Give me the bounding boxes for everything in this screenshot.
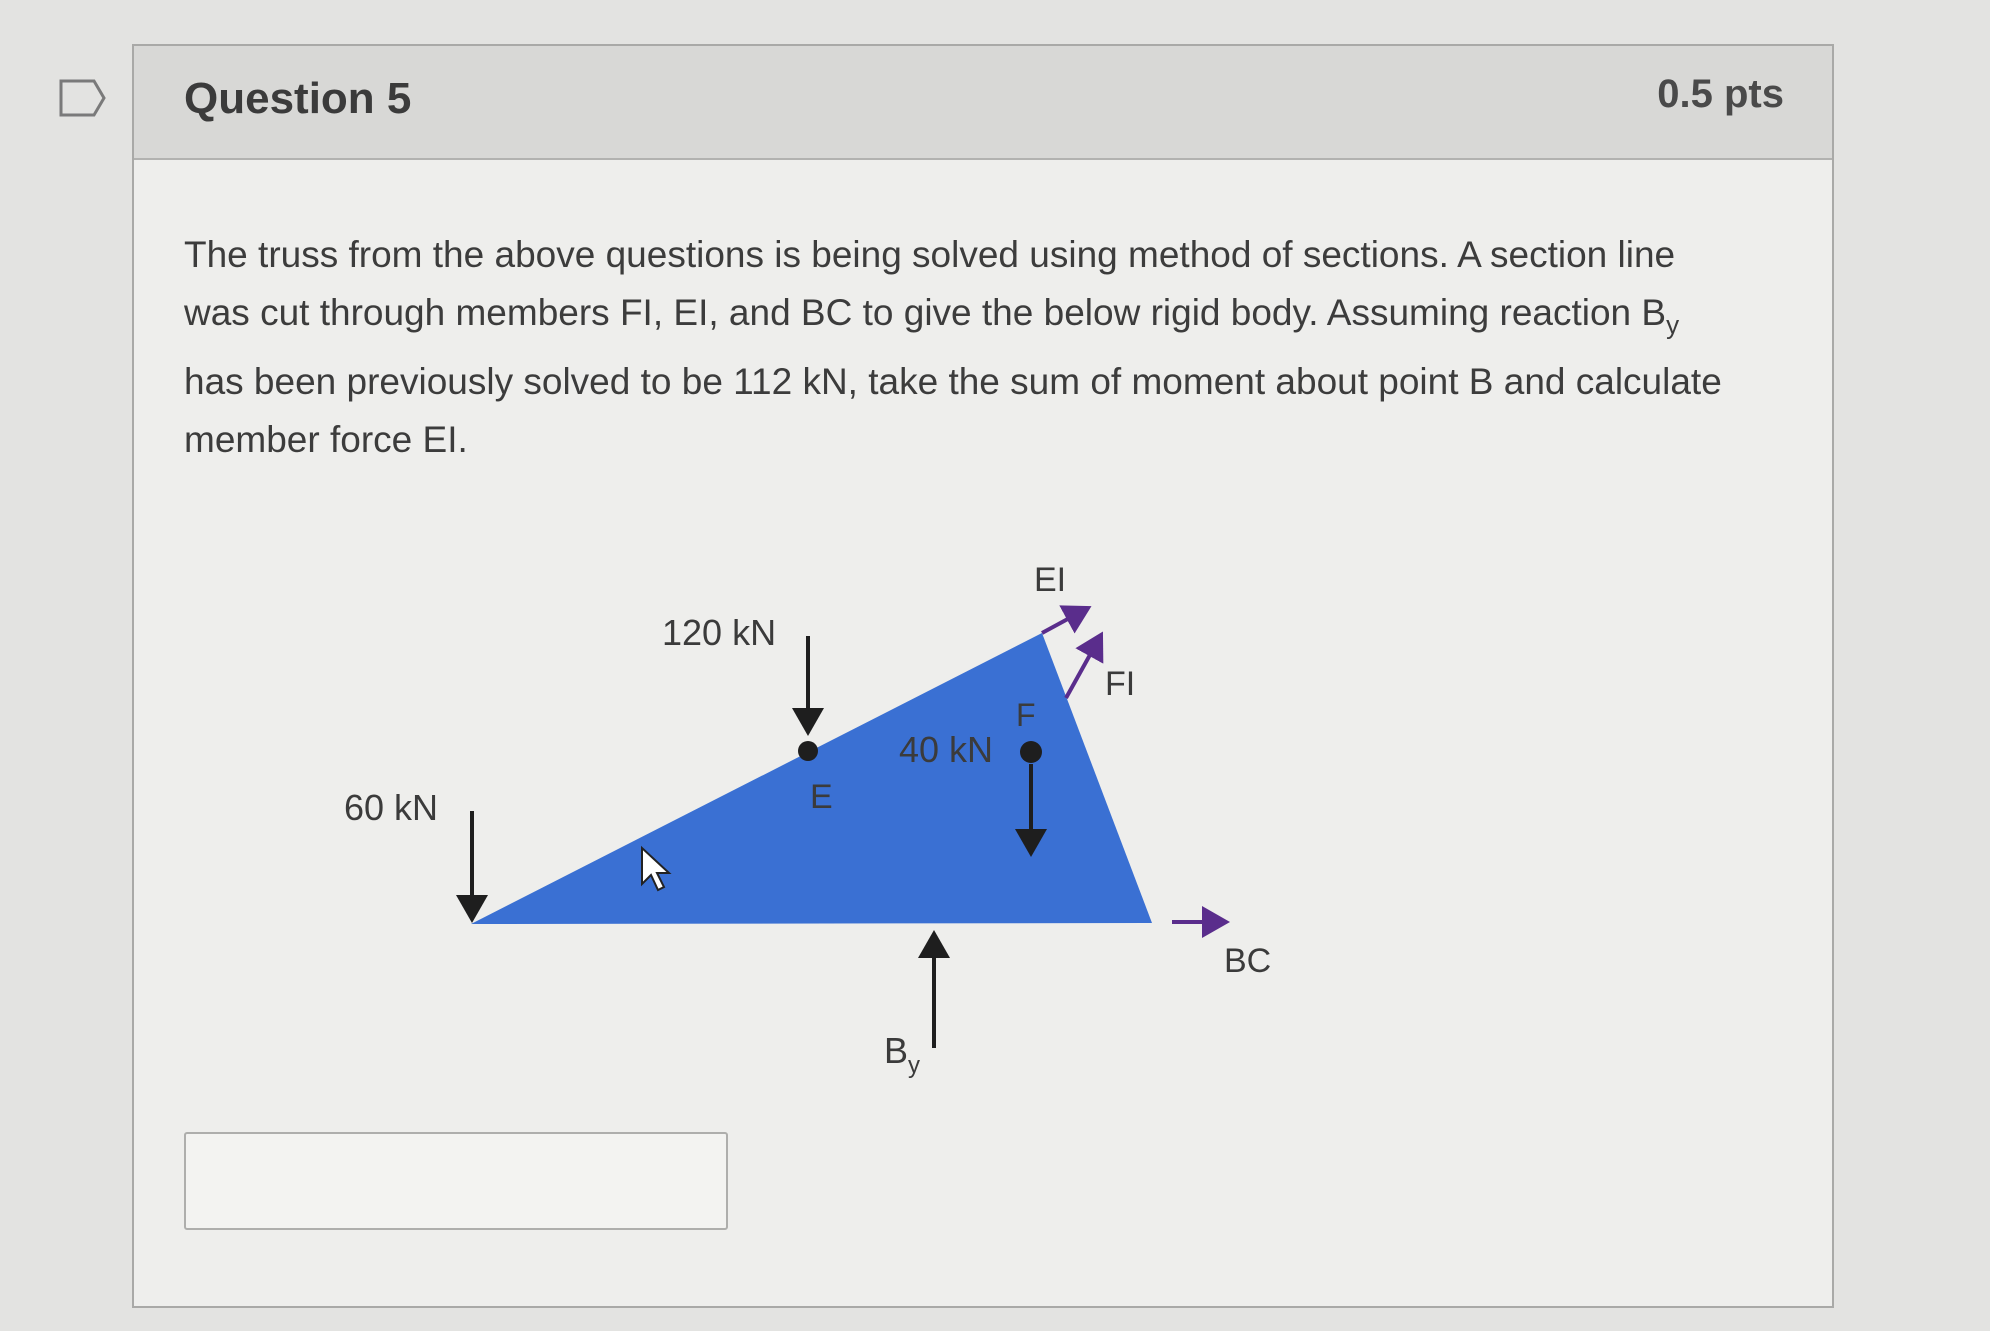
reaction-by-base: B — [884, 1030, 909, 1071]
question-text-part1: The truss from the above questions is being solved using method of sections. A section line was cut through members FI, EI, and BC to give the below rigid body. Assuming reaction B — [184, 234, 1676, 333]
bookmark-flag-icon[interactable] — [58, 78, 108, 118]
answer-input[interactable] — [184, 1132, 728, 1230]
reaction-by-subscript: y — [908, 1052, 921, 1079]
member-ei-arrow — [1042, 608, 1088, 633]
node-f-label: F — [1016, 697, 1036, 733]
reaction-by-label — [884, 1030, 920, 1079]
node-e-label: E — [810, 778, 833, 816]
question-text-subscript: y — [1666, 309, 1680, 340]
member-ei-label: EI — [1034, 561, 1067, 599]
question-text — [184, 226, 1744, 469]
free-body-diagram — [304, 546, 1304, 1106]
question-points: 0.5 pts — [1657, 72, 1784, 116]
load-40kn-label: 40 kN — [899, 729, 994, 770]
question-title: Question 5 — [184, 74, 412, 123]
question-header — [134, 46, 1832, 160]
question-card — [132, 44, 1834, 1308]
member-bc-label: BC — [1224, 942, 1272, 980]
member-fi-arrow — [1066, 635, 1101, 698]
load-60kn-label: 60 kN — [344, 787, 439, 828]
node-f-dot — [1020, 741, 1042, 763]
load-120kn-label: 120 kN — [662, 612, 777, 653]
member-fi-label: FI — [1105, 665, 1136, 703]
question-text-part2: has been previously solved to be 112 kN, take the sum of moment about point B and calculate member force EI. — [184, 361, 1722, 461]
node-e-dot — [798, 741, 818, 761]
